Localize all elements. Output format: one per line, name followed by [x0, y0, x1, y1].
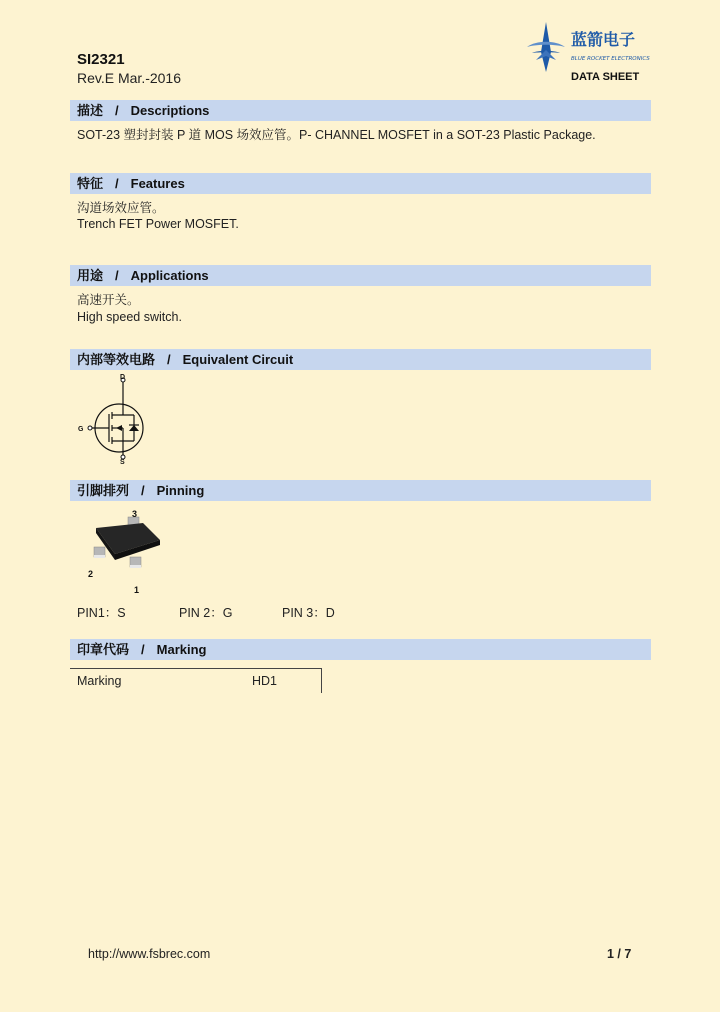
marking-value: HD1	[252, 674, 278, 688]
section-header-marking	[70, 639, 651, 660]
section-separator: /	[167, 352, 171, 367]
pin-3-label: 3	[132, 509, 138, 519]
sot23-package-illustration	[80, 505, 170, 597]
section-header-applications	[70, 265, 651, 286]
section-title-cn: 描述	[77, 103, 104, 118]
section-title-cn: 特征	[77, 176, 104, 191]
applications-text-en: High speed switch.	[77, 310, 182, 324]
section-separator: /	[115, 268, 119, 283]
page-number: 1 / 7	[607, 947, 632, 961]
section-separator: /	[141, 642, 145, 657]
description-text: SOT-23 塑封封装 P 道 MOS 场效应管。P- CHANNEL MOSFET in a SOT-23 Plastic Package.	[77, 128, 596, 142]
section-separator: /	[141, 483, 145, 498]
section-title-en: Pinning	[156, 483, 205, 498]
section-title-en: Descriptions	[130, 103, 210, 118]
section-header-descriptions	[70, 100, 651, 121]
company-logo	[522, 20, 656, 72]
section-separator: /	[115, 103, 119, 118]
pin-1-function: PIN1：S	[77, 606, 126, 620]
section-title-en: Equivalent Circuit	[182, 352, 294, 367]
pin-2-label: 2	[88, 569, 94, 579]
section-header-circuit	[70, 349, 651, 370]
drain-label: D	[120, 374, 126, 381]
doc-type-label: DATA SHEET	[571, 71, 640, 83]
mosfet-symbol-diagram	[74, 370, 154, 466]
marking-table	[70, 668, 322, 693]
section-title-cn: 内部等效电路	[77, 352, 156, 367]
pin-2-function: PIN 2：G	[179, 606, 233, 620]
features-text-en: Trench FET Power MOSFET.	[77, 217, 239, 231]
section-header-pinning	[70, 480, 651, 501]
section-title-en: Applications	[130, 268, 209, 283]
part-number: SI2321	[77, 51, 125, 68]
logo-chinese-name: 蓝箭电子	[571, 30, 636, 49]
gate-label: G	[78, 426, 84, 433]
source-label: S	[120, 459, 125, 466]
marking-key: Marking	[77, 674, 122, 688]
footer-website-link[interactable]: http://www.fsbrec.com	[88, 947, 211, 961]
section-title-en: Marking	[156, 642, 207, 657]
section-title-cn: 用途	[77, 268, 104, 283]
pin-3-function: PIN 3：D	[282, 606, 335, 620]
section-title-cn: 引脚排列	[77, 483, 130, 498]
rocket-emblem-icon	[527, 22, 565, 72]
section-separator: /	[115, 176, 119, 191]
applications-text-cn: 高速开关。	[77, 293, 140, 307]
logo-english-name: BLUE ROCKET ELECTRONICS	[571, 56, 650, 62]
revision-date: Rev.E Mar.-2016	[77, 70, 182, 86]
pin-1-label: 1	[134, 585, 140, 595]
section-header-features	[70, 173, 651, 194]
features-text-cn: 沟道场效应管。	[77, 201, 165, 215]
section-title-cn: 印章代码	[77, 642, 130, 657]
section-title-en: Features	[130, 176, 185, 191]
